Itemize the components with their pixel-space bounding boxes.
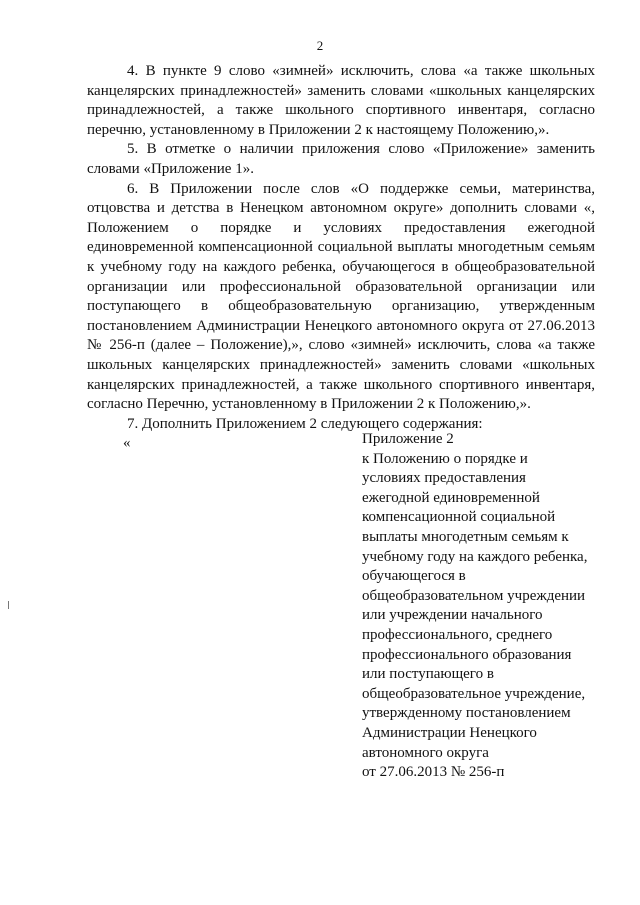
appendix-title: Приложение 2 — [362, 431, 454, 447]
appendix-header-block — [362, 430, 602, 783]
appendix-line: выплаты многодетным семьям к — [362, 528, 569, 545]
page-number: 2 — [316, 38, 324, 53]
opening-quote-mark: « — [123, 435, 131, 452]
appendix-line: к Положению о порядке и — [362, 450, 528, 467]
appendix-line: профессионального образования — [362, 646, 572, 663]
paragraph-item-5: 5. В отметке о наличии приложения слово «Приложение» заменить словами «Приложение 1». — [87, 141, 595, 177]
appendix-line: учебному году на каждого ребенка, — [362, 548, 588, 565]
paragraph-item-6: 6. В Приложении после слов «О поддержке семьи, материнства, отцовства и детства в Ненецком автономном округе» дополнить словами «, Положением о порядке и условиях предоставления ежегодной единовременной компенсационной социальной выплаты многодетным семьям к учебному году на каждого ребенка, обучающегося в общеобразовательной организации или профессиональной образовательной организации или поступающего в общеобразовательную организацию, утвержденным постановлением Администрации Ненецкого автономного округа от 27.06.2013 № 256-п (далее – Положение),», слово «зимней» исключить, слова «а также школьных канцелярских принадлежностей» заменить словами «школьных канцелярских принадлежностей, а также школьного спортивного инвентаря, согласно Перечню, установленному в Приложении 2 к Положению,». — [87, 180, 595, 413]
document-body — [87, 62, 595, 454]
paragraph-item-4: 4. В пункте 9 слово «зимней» исключить, слова «а также школьных канцелярских принадлежностей» заменить словами «школьных канцелярских принадлежностей, а также школьного спортивного инвентаря, согласно перечню, установленному в Приложении 2 к настоящему Положению,». — [87, 63, 595, 138]
appendix-line: утвержденному постановлением — [362, 705, 571, 722]
appendix-line: автономного округа — [362, 744, 489, 761]
appendix-line: Администрации Ненецкого — [362, 724, 537, 741]
paragraph-item-7: 7. Дополнить Приложением 2 следующего содержания: — [127, 415, 483, 432]
appendix-line: или учреждении начального — [362, 607, 543, 624]
appendix-line: общеобразовательное учреждение, — [362, 685, 586, 702]
appendix-line: или поступающего в — [362, 666, 494, 683]
appendix-line: компенсационной социальной — [362, 509, 556, 526]
scan-margin-mark — [8, 601, 9, 609]
appendix-line: общеобразовательном учреждении — [362, 587, 586, 604]
appendix-date-number: от 27.06.2013 № 256-п — [362, 764, 505, 781]
appendix-line: условиях предоставления — [362, 470, 526, 487]
appendix-line: ежегодной единовременной — [362, 489, 540, 506]
appendix-line: профессионального, среднего — [362, 626, 553, 643]
appendix-line: обучающегося в — [362, 568, 466, 585]
